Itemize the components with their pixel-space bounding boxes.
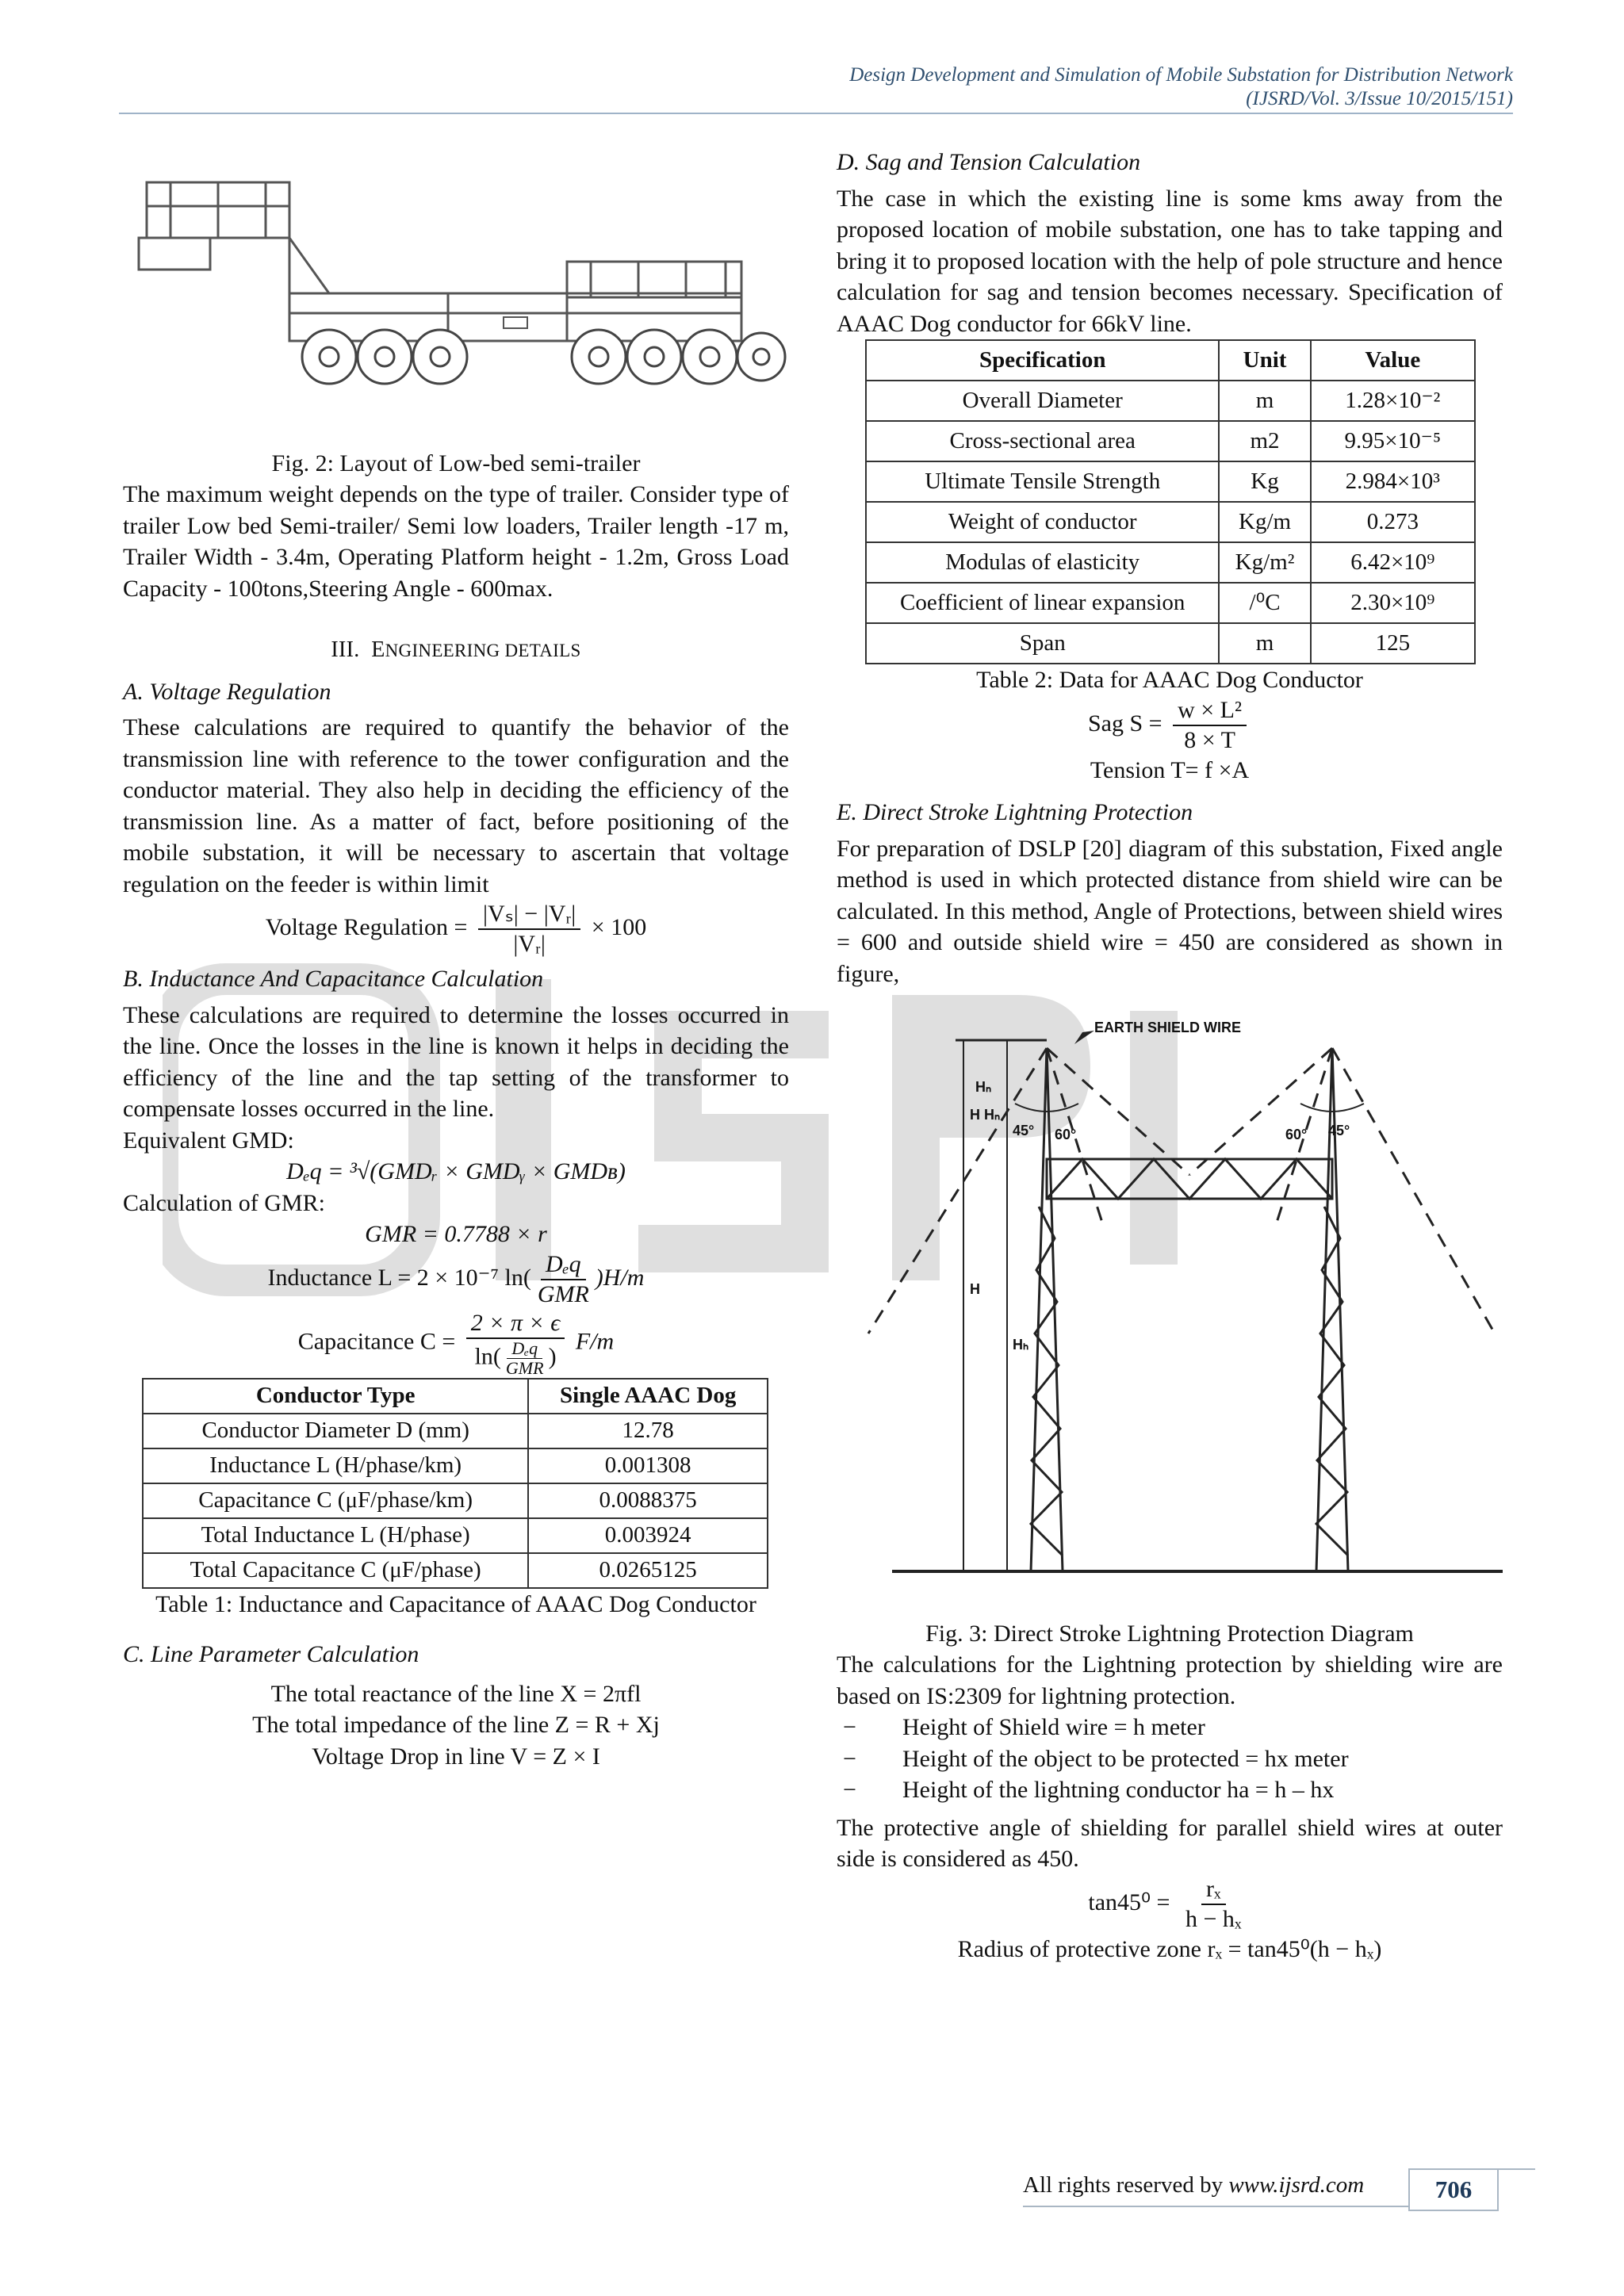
label-calculation-gmr: Calculation of GMR: [123,1189,325,1216]
equation-impedance: The total impedance of the line Z = R + Xj [252,1712,660,1738]
table-cell: Capacitance C (μF/phase/km) [143,1483,528,1518]
table2-row [866,421,1475,461]
fig3-caption: Fig. 3: Direct Stroke Lightning Protection Diagram [925,1620,1414,1647]
table1-header-cell: Conductor Type [143,1379,528,1414]
eq-ind-label: Inductance L = 2 × 10⁻⁷ ln( [267,1264,531,1291]
fig3-label-earth-shield: EARTH SHIELD WIRE [1094,1020,1242,1035]
table-cell: Weight of conductor [866,502,1219,542]
table-cell: Total Capacitance C (μF/phase) [143,1553,528,1588]
paragraph-sag-tension: The case in which the existing line is some kms away from the proposed location of mobile substation, one has to take tapping and bring it to proposed location with the help of pole structure and hence calculation for sag and tension becomes necessary. Specification of AAAC Dog conductor for 66kV line. [837,185,1503,337]
eq-ind-fraction [533,1250,594,1309]
table-cell: Modulas of elasticity [866,542,1219,583]
table2-header-cell: Unit [1219,340,1310,381]
footer-rule [1023,2206,1408,2207]
equation-tension: Tension T= f ×A [1090,756,1250,783]
table2-row [866,583,1475,623]
eq-cap-inner-fraction [501,1339,549,1378]
fig3-label-angle-45-left: 45° [1013,1123,1035,1138]
subheading-line-parameter: C. Line Parameter Calculation [123,1641,419,1667]
eq-tan-label: tan45⁰ = [1088,1888,1170,1915]
eq-cap-fraction [466,1309,565,1378]
fig3-label-h: H [970,1281,980,1297]
left-column [123,174,789,1772]
table-cell: /⁰C [1219,583,1310,623]
header-rule [119,113,1513,114]
table-cell: 1.28×10⁻² [1311,381,1475,421]
table-cell: Inductance L (H/phase/km) [143,1448,528,1483]
table-cell: Cross-sectional area [866,421,1219,461]
table1-row [143,1414,768,1448]
subheading-inductance: B. Inductance And Capacitance Calculation [123,966,544,992]
list-item-text: Height of the lightning conductor ha = h – hx [902,1777,1335,1803]
fig3-label-hh: Hₕ [1013,1337,1029,1353]
eq-ind-numerator: Dₑq [541,1250,586,1280]
table-cell: 0.003924 [528,1518,768,1553]
table-cell: 12.78 [528,1414,768,1448]
table-cell: Kg [1219,461,1310,502]
fig2-trailer-drawing [123,174,789,436]
eq-vr-denominator: |Vᵣ| [513,931,546,957]
paragraph-is2309: The calculations for the Lightning protection by shielding wire are based on IS:2309 for lightning protection. [837,1651,1503,1709]
section-rest: NGINEERING DETAILS [385,641,581,660]
table2-caption: Table 2: Data for AAAC Dog Conductor [976,667,1363,693]
list-item [837,1774,1503,1806]
eq-cap-inner-denominator: GMR [505,1357,544,1378]
table-cell: 0.273 [1311,502,1475,542]
table1-header-row [143,1379,768,1414]
table-cell: m2 [1219,421,1310,461]
eq-ind-tail: )H/m [595,1264,645,1291]
eq-cap-den-post: ) [548,1342,557,1369]
list-dash: − [843,1745,856,1772]
subheading-voltage-regulation: A. Voltage Regulation [123,678,331,705]
table-cell: 125 [1311,623,1475,664]
right-column [837,147,1503,1965]
list-item-text: Height of Shield wire = h meter [902,1714,1205,1740]
table1-row [143,1448,768,1483]
eq-sag-numerator: w × L² [1173,696,1247,726]
fig3-dslp-diagram [837,1016,1503,1603]
footer-rule-right [1496,2168,1535,2170]
label-equivalent-gmd: Equivalent GMD: [123,1127,294,1154]
eq-cap-tail: F/m [575,1327,615,1354]
table2-header-cell: Specification [866,340,1219,381]
equation-inductance [123,1250,789,1309]
paragraph-trailer-weight: The maximum weight depends on the type of trailer. Consider type of trailer Low bed Semi-trailer/ Semi low loaders, Trailer length -17 m, Trailer Width - 3.4m, Operating Platform height - 1.2m, Gross Load Capacity - 100tons,Steering Angle - 600max. [123,481,789,602]
list-item [837,1712,1503,1743]
fig3-label-angle-60-right: 60° [1285,1127,1308,1142]
eq-cap-den-pre: ln( [474,1342,501,1369]
table-cell: Kg/m [1219,502,1310,542]
table2-header-row [866,340,1475,381]
page-number: 706 [1408,2168,1499,2211]
table-cell: Total Inductance L (H/phase) [143,1518,528,1553]
table1-row [143,1553,768,1588]
table-cell: Ultimate Tensile Strength [866,461,1219,502]
table-cell: m [1219,623,1310,664]
list-dash: − [843,1714,856,1740]
equation-radius: Radius of protective zone rₓ = tan45⁰(h − hₓ) [957,1935,1382,1962]
footer-url[interactable]: www.ijsrd.com [1228,2172,1365,2198]
eq-cap-inner-numerator: Dₑq [507,1339,542,1359]
equation-reactance: The total reactance of the line X = 2πfl [270,1680,642,1707]
table-cell: Coefficient of linear expansion [866,583,1219,623]
table2-row [866,623,1475,664]
table2-row [866,461,1475,502]
eq-tan-fraction [1181,1875,1247,1934]
eq-sag-denominator: 8 × T [1184,726,1235,753]
eq-ind-denominator: GMR [537,1280,589,1307]
eq-sag-fraction [1173,696,1247,755]
fig3-label-hn: Hₙ [975,1079,992,1095]
fig3-label-angle-45-right: 45° [1328,1123,1350,1138]
table-cell: m [1219,381,1310,421]
table-cell: Overall Diameter [866,381,1219,421]
list-dash: − [843,1777,856,1803]
equation-gmr: GMR = 0.7788 × r [365,1221,547,1247]
table-inductance-capacitance [142,1378,768,1589]
table-cell: 2.984×10³ [1311,461,1475,502]
section-heading-engineering [123,634,789,667]
eq-cap-denominator [470,1339,561,1378]
paragraph-protective-angle: The protective angle of shielding for parallel shield wires at outer side is considered as 450. [837,1814,1503,1872]
equation-capacitance [123,1309,789,1378]
table1-caption: Table 1: Inductance and Capacitance of AAAC Dog Conductor [155,1590,756,1617]
section-number: III. [331,637,360,662]
table-cell: 0.001308 [528,1448,768,1483]
footer-text: All rights reserved by [1023,2172,1229,2198]
eq-tan-numerator: rₓ [1201,1875,1226,1905]
paragraph-lightning-protection: For preparation of DSLP [20] diagram of this substation, Fixed angle method is used in which protected distance from shield wire can be calculated. In this method, Angle of Protections, between shield wires = 600 and outside shield wire = 450 are considered as shown in figure, [837,835,1503,987]
table-cell: 9.95×10⁻⁵ [1311,421,1475,461]
paragraph-inductance: These calculations are required to determine the losses occurred in the line. Once the losses in the line is known it helps in deciding the efficiency of the line and the tap setting of the transformer to compensate losses occurred in the line. [123,1001,789,1122]
subheading-lightning-protection: E. Direct Stroke Lightning Protection [837,799,1193,825]
eq-sag-label: Sag S = [1087,710,1162,737]
table-aaac-dog-data [865,339,1476,664]
eq-vr-label: Voltage Regulation = [265,913,468,940]
table2-header-cell: Value [1311,340,1475,381]
equation-sag [837,696,1503,755]
list-item-text: Height of the object to be protected = hx meter [902,1745,1349,1772]
fig3-label-angle-60-left: 60° [1055,1127,1077,1142]
fig2-caption: Fig. 2: Layout of Low-bed semi-trailer [271,450,641,476]
eq-vr-fraction [478,900,580,959]
eq-cap-label: Capacitance C = [297,1327,456,1354]
header-title: Design Development and Simulation of Mobile Substation for Distribution Network [849,64,1513,86]
table2-row [866,502,1475,542]
table-cell: Kg/m² [1219,542,1310,583]
equation-voltage-drop: Voltage Drop in line V = Z × I [312,1743,600,1770]
table-cell: 6.42×10⁹ [1311,542,1475,583]
eq-cap-numerator: 2 × π × ϵ [466,1309,565,1339]
table2-row [866,542,1475,583]
section-first-letter: E [371,637,385,662]
table2-row [866,381,1475,421]
table-cell: Span [866,623,1219,664]
subheading-sag-tension: D. Sag and Tension Calculation [837,149,1141,175]
list-heights [837,1712,1503,1806]
list-item [837,1743,1503,1775]
table1-row [143,1518,768,1553]
fig3-label-h-hn: H Hₙ [970,1107,1001,1123]
table-cell: Conductor Diameter D (mm) [143,1414,528,1448]
equation-tan45 [837,1875,1503,1934]
table-cell: 0.0265125 [528,1553,768,1588]
table1-row [143,1483,768,1518]
eq-vr-numerator: |Vₛ| − |Vᵣ| [478,900,580,930]
eq-vr-tail: × 100 [591,913,647,940]
table-cell: 2.30×10⁹ [1311,583,1475,623]
equation-deq: Dₑq = ³√(GMDᵣ × GMDᵧ × GMDʙ) [286,1158,626,1184]
eq-tan-denominator: h − hₓ [1185,1905,1242,1932]
table1-header-cell: Single AAAC Dog [528,1379,768,1414]
running-header [849,63,1513,111]
paragraph-voltage-regulation: These calculations are required to quantify the behavior of the transmission line with reference to the tower configuration and the conductor material. They also help in deciding the efficiency of the transmission line. As a matter of fact, before positioning of the mobile substation, it will be necessary to ascertain that voltage regulation on the feeder is within limit [123,714,789,897]
footer-rights [1023,2172,1364,2198]
table-cell: 0.0088375 [528,1483,768,1518]
header-volume: (IJSRD/Vol. 3/Issue 10/2015/151) [1246,88,1513,109]
equation-voltage-regulation [123,900,789,959]
